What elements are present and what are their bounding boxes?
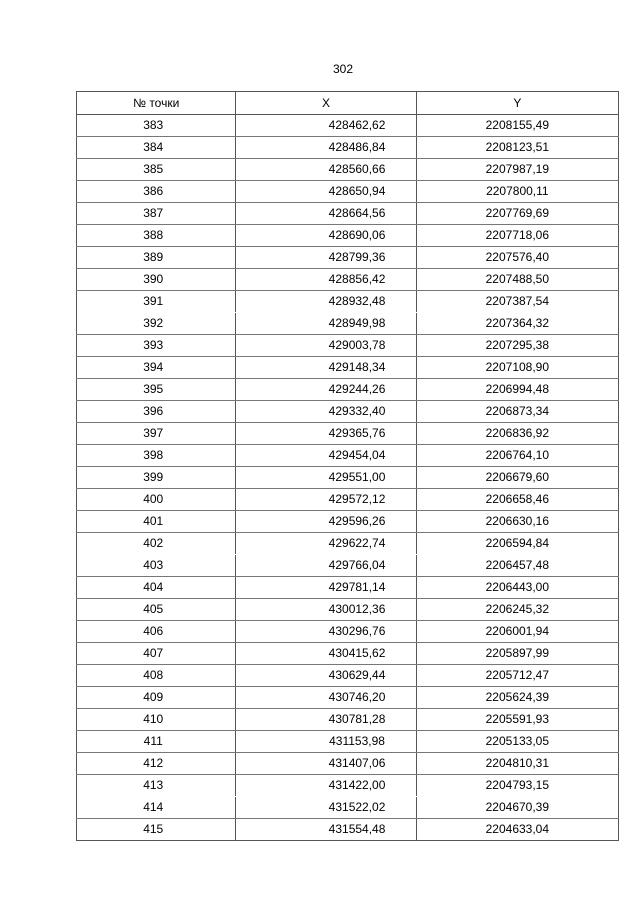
x-cell-value: 430629,44	[328, 668, 386, 682]
point-number-cell-value: 402	[143, 536, 164, 550]
y-cell-value: 2206994,48	[485, 382, 550, 396]
y-cell-value: 2206764,10	[485, 448, 550, 462]
x-cell	[236, 467, 416, 489]
x-cell-value: 429596,26	[328, 514, 386, 528]
x-cell-value: 428560,66	[328, 162, 386, 176]
x-cell-value: 429622,74	[328, 536, 386, 550]
y-cell-value: 2207387,54	[485, 294, 550, 308]
y-cell-value: 2208123,51	[485, 140, 550, 154]
table-row	[77, 247, 619, 269]
point-number-cell	[77, 181, 236, 203]
y-cell-value: 2207108,90	[485, 360, 550, 374]
y-cell-value: 2204670,39	[485, 800, 550, 814]
y-cell	[416, 137, 618, 159]
x-cell	[236, 203, 416, 225]
table-row	[77, 687, 619, 709]
point-number-cell	[77, 335, 236, 357]
x-cell-value: 428690,06	[328, 228, 386, 242]
x-cell-value: 429454,04	[328, 448, 386, 462]
x-cell	[236, 577, 416, 599]
point-number-cell-value: 409	[143, 690, 164, 704]
point-number-cell-value: 398	[143, 448, 164, 462]
point-number-cell-value: 411	[143, 734, 163, 748]
y-cell-value: 2204633,04	[485, 822, 550, 836]
y-cell-value: 2206001,94	[485, 624, 550, 638]
table-row	[77, 181, 619, 203]
point-number-cell	[77, 775, 236, 797]
x-cell	[236, 533, 416, 555]
y-cell	[416, 599, 618, 621]
y-cell	[416, 335, 618, 357]
table-row	[77, 533, 619, 555]
x-cell	[236, 511, 416, 533]
y-cell	[416, 797, 618, 819]
point-number-cell	[77, 247, 236, 269]
point-number-cell-value: 394	[143, 360, 164, 374]
point-number-cell	[77, 401, 236, 423]
x-cell	[236, 687, 416, 709]
y-cell	[416, 621, 618, 643]
x-cell	[236, 291, 416, 313]
x-cell	[236, 225, 416, 247]
y-cell-value: 2205133,05	[485, 734, 550, 748]
y-cell-value: 2208155,49	[485, 118, 550, 132]
x-cell	[236, 555, 416, 577]
x-cell	[236, 665, 416, 687]
point-number-cell	[77, 467, 236, 489]
x-cell	[236, 753, 416, 775]
point-number-cell	[77, 225, 236, 247]
x-cell-value: 429551,00	[328, 470, 386, 484]
table-row	[77, 753, 619, 775]
y-cell	[416, 379, 618, 401]
x-cell-value: 431554,48	[328, 822, 386, 836]
x-cell	[236, 709, 416, 731]
table-row	[77, 665, 619, 687]
point-number-cell-value: 385	[143, 162, 164, 176]
y-cell	[416, 445, 618, 467]
x-cell-value: 429572,12	[328, 492, 386, 506]
x-cell-value: 430746,20	[328, 690, 386, 704]
point-number-cell-value: 400	[143, 492, 164, 506]
x-cell-value: 429332,40	[328, 404, 386, 418]
table-row	[77, 489, 619, 511]
y-cell	[416, 115, 618, 137]
y-cell-value: 2204810,31	[485, 756, 550, 770]
x-cell-value: 429148,34	[328, 360, 386, 374]
x-cell-value: 429766,04	[328, 558, 386, 572]
point-number-cell-value: 393	[143, 338, 164, 352]
y-cell-value: 2206630,16	[485, 514, 550, 528]
y-cell	[416, 313, 618, 335]
x-cell-value: 431153,98	[329, 734, 385, 748]
point-number-cell	[77, 599, 236, 621]
point-number-cell	[77, 643, 236, 665]
y-cell	[416, 753, 618, 775]
y-cell	[416, 467, 618, 489]
y-cell-value: 2205712,47	[485, 668, 550, 682]
point-number-cell	[77, 203, 236, 225]
y-cell	[416, 247, 618, 269]
x-cell-value: 429781,14	[328, 580, 386, 594]
y-cell-value: 2206245,32	[485, 602, 550, 616]
table-row	[77, 357, 619, 379]
table-row	[77, 621, 619, 643]
y-cell	[416, 401, 618, 423]
x-cell-value: 428932,48	[328, 294, 386, 308]
y-cell	[416, 709, 618, 731]
x-cell	[236, 731, 416, 753]
point-number-cell	[77, 555, 236, 577]
point-number-cell	[77, 621, 236, 643]
point-number-cell-value: 412	[143, 756, 164, 770]
x-cell-value: 429003,78	[328, 338, 386, 352]
y-cell-value: 2207364,32	[485, 316, 550, 330]
y-cell-value: 2206658,46	[485, 492, 550, 506]
y-cell	[416, 291, 618, 313]
x-cell-value: 428486,84	[328, 140, 386, 154]
y-cell-value: 2206873,34	[485, 404, 550, 418]
table-row	[77, 599, 619, 621]
x-cell-value: 428856,42	[328, 272, 386, 286]
y-cell	[416, 687, 618, 709]
point-number-cell-value: 399	[143, 470, 164, 484]
point-number-cell-value: 406	[143, 624, 164, 638]
x-cell-value: 429244,26	[328, 382, 386, 396]
x-cell-value: 428799,36	[328, 250, 386, 264]
point-number-cell	[77, 665, 236, 687]
table-row	[77, 797, 619, 819]
x-cell	[236, 115, 416, 137]
point-number-cell	[77, 291, 236, 313]
x-cell-value: 430296,76	[328, 624, 386, 638]
point-number-cell-value: 395	[143, 382, 164, 396]
point-number-cell	[77, 423, 236, 445]
point-number-cell-value: 397	[143, 426, 164, 440]
point-number-cell-value: 388	[143, 228, 164, 242]
point-number-cell	[77, 379, 236, 401]
x-cell	[236, 159, 416, 181]
point-number-cell-value: 396	[143, 404, 164, 418]
table-row	[77, 115, 619, 137]
x-cell	[236, 621, 416, 643]
point-number-cell	[77, 687, 236, 709]
y-cell-value: 2206457,48	[485, 558, 550, 572]
point-number-cell-value: 404	[143, 580, 164, 594]
y-cell-value: 2205591,93	[485, 712, 550, 726]
y-cell-value: 2207987,19	[485, 162, 550, 176]
x-cell	[236, 401, 416, 423]
point-number-cell	[77, 819, 236, 841]
y-cell-value: 2207295,38	[485, 338, 550, 352]
y-cell	[416, 489, 618, 511]
point-number-cell-value: 405	[143, 602, 164, 616]
table-row	[77, 775, 619, 797]
x-cell	[236, 775, 416, 797]
y-cell-value: 2206443,00	[485, 580, 550, 594]
table-row	[77, 379, 619, 401]
table-row	[77, 401, 619, 423]
point-number-cell	[77, 445, 236, 467]
y-cell	[416, 181, 618, 203]
y-cell-value: 2207488,50	[485, 272, 550, 286]
y-cell	[416, 555, 618, 577]
x-cell	[236, 797, 416, 819]
point-number-cell-value: 383	[143, 118, 164, 132]
y-cell	[416, 269, 618, 291]
table-row	[77, 643, 619, 665]
x-cell	[236, 137, 416, 159]
point-number-cell	[77, 313, 236, 335]
point-number-cell-value: 403	[143, 558, 164, 572]
table-row	[77, 269, 619, 291]
table-row	[77, 335, 619, 357]
point-number-cell-value: 390	[143, 272, 164, 286]
point-number-cell	[77, 489, 236, 511]
x-cell	[236, 335, 416, 357]
x-cell-value: 431522,02	[328, 800, 386, 814]
coordinates-table	[76, 91, 619, 841]
point-number-cell	[77, 709, 236, 731]
x-cell-value: 428462,62	[328, 118, 386, 132]
y-cell-value: 2207800,11	[486, 184, 549, 198]
y-cell	[416, 203, 618, 225]
x-cell-value: 428949,98	[328, 316, 386, 330]
table-row	[77, 445, 619, 467]
x-cell-value: 428664,56	[328, 206, 386, 220]
point-number-cell	[77, 753, 236, 775]
y-cell-value: 2206679,60	[485, 470, 550, 484]
y-cell	[416, 225, 618, 247]
x-cell	[236, 357, 416, 379]
point-number-cell-value: 386	[143, 184, 164, 198]
y-cell	[416, 819, 618, 841]
table-row	[77, 709, 619, 731]
point-number-cell-value: 415	[143, 822, 164, 836]
x-cell	[236, 423, 416, 445]
x-cell	[236, 247, 416, 269]
y-cell	[416, 665, 618, 687]
y-cell-value: 2207576,40	[485, 250, 550, 264]
x-cell-value: 431407,06	[328, 756, 386, 770]
x-cell	[236, 313, 416, 335]
x-cell	[236, 181, 416, 203]
y-cell	[416, 511, 618, 533]
table-row	[77, 225, 619, 247]
point-number-cell	[77, 269, 236, 291]
point-number-cell	[77, 533, 236, 555]
y-cell-value: 2206836,92	[485, 426, 550, 440]
table-row	[77, 137, 619, 159]
header-y: Y	[416, 92, 618, 115]
y-cell	[416, 423, 618, 445]
table-row	[77, 423, 619, 445]
y-cell	[416, 357, 618, 379]
table-row	[77, 159, 619, 181]
point-number-cell-value: 391	[143, 294, 164, 308]
y-cell	[416, 577, 618, 599]
table-row	[77, 467, 619, 489]
point-number-cell-value: 384	[143, 140, 164, 154]
table-body	[77, 115, 619, 841]
table-row	[77, 731, 619, 753]
y-cell	[416, 731, 618, 753]
header-x: X	[236, 92, 416, 115]
header-point-number: № точки	[77, 92, 236, 115]
point-number-cell	[77, 115, 236, 137]
x-cell	[236, 489, 416, 511]
point-number-cell-value: 387	[143, 206, 164, 220]
point-number-cell-value: 413	[143, 778, 164, 792]
point-number-cell-value: 408	[143, 668, 164, 682]
y-cell-value: 2204793,15	[485, 778, 550, 792]
y-cell	[416, 643, 618, 665]
table-row	[77, 511, 619, 533]
x-cell	[236, 379, 416, 401]
x-cell	[236, 445, 416, 467]
table-row	[77, 203, 619, 225]
x-cell-value: 429365,76	[328, 426, 386, 440]
y-cell-value: 2206594,84	[485, 536, 550, 550]
point-number-cell-value: 407	[143, 646, 164, 660]
y-cell-value: 2205624,39	[485, 690, 550, 704]
point-number-cell	[77, 159, 236, 181]
point-number-cell	[77, 137, 236, 159]
y-cell-value: 2205897,99	[485, 646, 550, 660]
x-cell	[236, 819, 416, 841]
table-header-row	[77, 92, 619, 115]
point-number-cell-value: 389	[143, 250, 164, 264]
y-cell	[416, 775, 618, 797]
point-number-cell-value: 401	[143, 514, 164, 528]
x-cell-value: 428650,94	[328, 184, 386, 198]
y-cell	[416, 159, 618, 181]
point-number-cell	[77, 797, 236, 819]
x-cell-value: 430781,28	[328, 712, 386, 726]
x-cell-value: 430415,62	[328, 646, 386, 660]
y-cell	[416, 533, 618, 555]
point-number-cell-value: 414	[143, 800, 164, 814]
y-cell-value: 2207718,06	[485, 228, 550, 242]
table-row	[77, 313, 619, 335]
table-row	[77, 555, 619, 577]
x-cell-value: 430012,36	[328, 602, 386, 616]
table-row	[77, 819, 619, 841]
x-cell-value: 431422,00	[328, 778, 386, 792]
point-number-cell	[77, 357, 236, 379]
point-number-cell	[77, 731, 236, 753]
point-number-cell-value: 410	[143, 712, 164, 726]
point-number-cell	[77, 511, 236, 533]
table-row	[77, 291, 619, 313]
x-cell	[236, 269, 416, 291]
point-number-cell	[77, 577, 236, 599]
y-cell-value: 2207769,69	[485, 206, 550, 220]
table-row	[77, 577, 619, 599]
x-cell	[236, 643, 416, 665]
point-number-cell-value: 392	[143, 316, 164, 330]
page-number: 302	[332, 62, 354, 76]
x-cell	[236, 599, 416, 621]
